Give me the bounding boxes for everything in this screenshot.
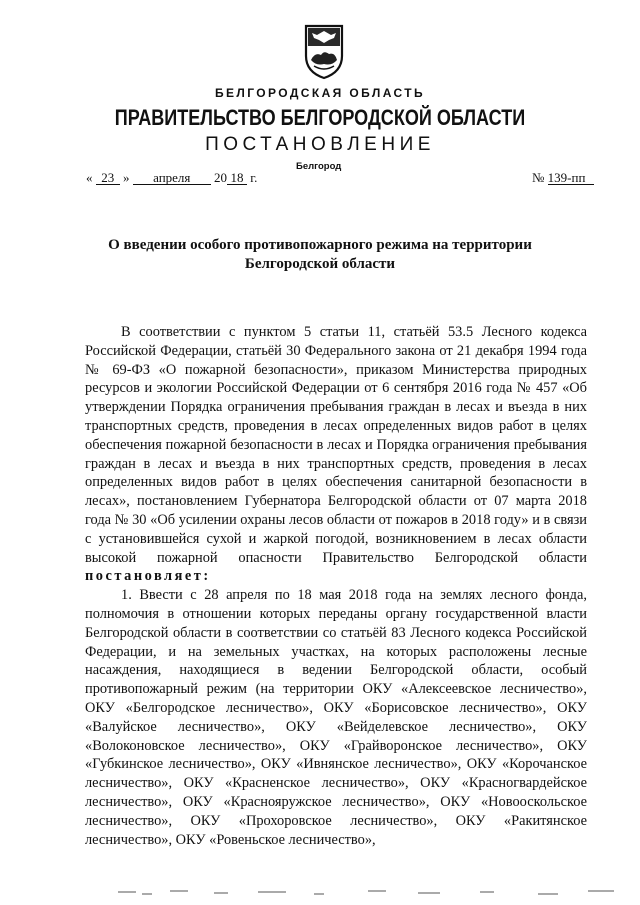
date-year-abbr: г.: [250, 170, 258, 185]
document-number: [532, 170, 594, 186]
document-title: О введении особого противопожарного режима на территории Белгородской области: [108, 237, 532, 272]
coat-of-arms-emblem: [302, 22, 346, 80]
document-body: [85, 323, 587, 849]
date-month: апреля: [133, 171, 211, 185]
preamble-text: В соответствии с пунктом 5 статьи 11, статьёй 53.5 Лесного кодекса Российской Федерации, статьёй 30 Федерального закона от 21 декабря 1994 года № 69-ФЗ «О пожарной безопасности», приказом Министерства природных ресурсов и экологии Российской Федерации от 6 сентября 2016 года № 457 «Об утверждении Порядка ограничения пребывания граждан в лесах и въезда в них транспортных средств, проведения в лесах определенных видов работ в целях обеспечения пожарной безопасности в лесах и Порядка ограничения пребывания граждан в лесах и въезда в них транспортных средств, проведения в лесах определенных видов работ в целях обеспечения санитарной безопасности в лесах», постановлением Губернатора Белгородской области от 07 марта 2018 года № 30 «Об усилении охраны лесов области от пожаров в 2018 году» и в связи с установившейся сухой и жаркой погодой, возникновением в лесах области высокой пожарной опасности Правительство Белгородской области: [85, 324, 587, 566]
document-type: ПОСТАНОВЛЕНИЕ: [205, 134, 435, 155]
number-value: 139-пп: [548, 171, 594, 185]
government-name: ПРАВИТЕЛЬСТВО БЕЛГОРОДСКОЙ ОБЛАСТИ: [114, 105, 526, 130]
city-name: Белгород: [296, 161, 342, 172]
date-open-quote: «: [86, 170, 93, 185]
date-day: 23: [96, 171, 120, 185]
preamble-paragraph: [85, 323, 587, 586]
date-year-prefix: 20: [214, 170, 227, 185]
decree-word: постановляет:: [85, 568, 211, 585]
scan-artifact-dashes: [118, 882, 618, 902]
date-year-suffix: 18: [227, 171, 247, 185]
clause-1-paragraph: 1. Ввести с 28 апреля по 18 мая 2018 года на землях лесного фонда, полномочия в отношении которых переданы органу государственной власти Белгородской области в соответствии со статьёй 83 Лесного кодекса Российской Федерации, и на земельных участках, на которых расположены лесные насаждения, находящиеся в ведении Белгородской области, особый противопожарный режим (на территории ОКУ «Алексеевское лесничество», ОКУ «Белгородское лесничество», ОКУ «Борисовское лесничество», ОКУ «Валуйское лесничество», ОКУ «Вейделевское лесничество», ОКУ «Волоконовское лесничество», ОКУ «Грайворонское лесничество», ОКУ «Губкинское лесничество», ОКУ «Ивнянское лесничество», ОКУ «Корочанское лесничество», ОКУ «Красненское лесничество», ОКУ «Красногвардейское лесничество», ОКУ «Краснояружское лесничество», ОКУ «Новооскольское лесничество», ОКУ «Прохоровское лесничество», ОКУ «Ракитянское лесничество», ОКУ «Ровеньское лесничество»,: [85, 587, 587, 848]
region-name: БЕЛГОРОДСКАЯ ОБЛАСТЬ: [215, 86, 425, 100]
number-prefix: №: [532, 170, 545, 185]
document-date: [86, 170, 257, 186]
date-close-quote: »: [123, 170, 130, 185]
